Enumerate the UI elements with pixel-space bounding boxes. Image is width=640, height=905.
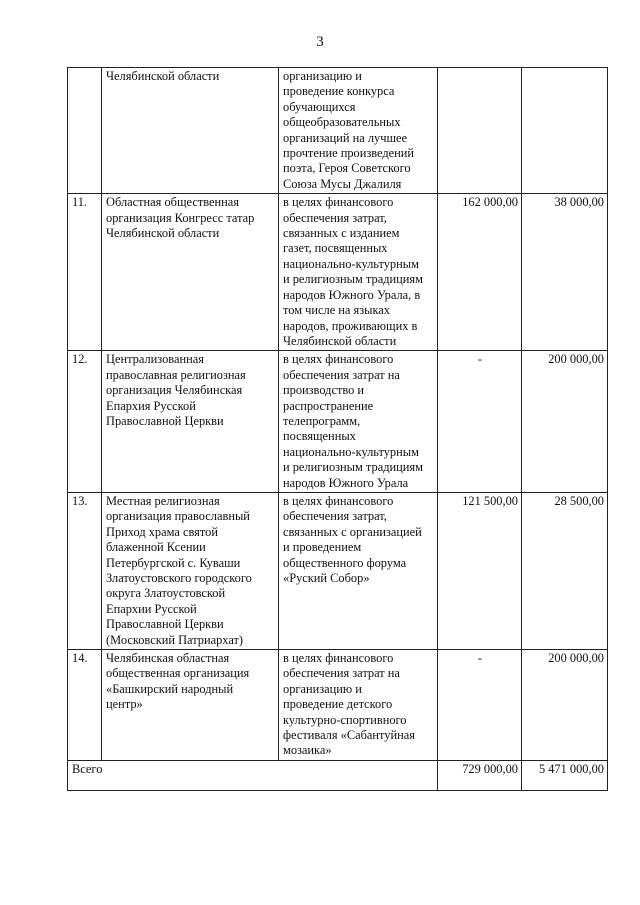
organization-name: Централизованная православная религиозная организация Челябинская Епархия Русской Православной Церкви: [102, 351, 279, 493]
organization-name: Местная религиозная организация православный Приход храма святой блаженной Ксении Петербургской с. Куваши Златоустовского городского округа Златоустовской Епархии Русской Православной Церкви (Московский Патриархат): [102, 492, 279, 649]
purpose-text: организацию и проведение конкурса обучающихся общеобразовательных организаций на лучшее прочтение произведений поэта, Героя Советского Союза Мусы Джалиля: [279, 68, 438, 194]
purpose-text: в целях финансового обеспечения затрат, связанных с организацией и проведением общественного форума «Руский Собор»: [279, 492, 438, 649]
total-label: Всего: [68, 760, 438, 790]
amount-first: 121 500,00: [438, 492, 522, 649]
amount-first: -: [438, 351, 522, 493]
row-number: 11.: [68, 194, 102, 351]
table-row: [68, 492, 608, 649]
subsidy-table: [67, 67, 608, 791]
row-number: 13.: [68, 492, 102, 649]
purpose-text: в целях финансового обеспечения затрат на организацию и проведение детского культурно-спортивного фестиваля «Сабантуйная мозаика»: [279, 650, 438, 761]
page-number: 3: [316, 34, 324, 50]
table-row: [68, 650, 608, 761]
organization-name: Областная общественная организация Конгресс татар Челябинской области: [102, 194, 279, 351]
row-number: 14.: [68, 650, 102, 761]
amount-second: 200 000,00: [522, 351, 608, 493]
organization-name: Челябинская областная общественная организация «Башкирский народный центр»: [102, 650, 279, 761]
amount-first: -: [438, 650, 522, 761]
purpose-text: в целях финансового обеспечения затрат на производство и распространение телепрограмм, посвященных национально-культурным и религиозным традициям народов Южного Урала: [279, 351, 438, 493]
amount-second: 38 000,00: [522, 194, 608, 351]
table-row: [68, 68, 608, 194]
total-amount-second: 5 471 000,00: [522, 760, 608, 790]
amount-first: 162 000,00: [438, 194, 522, 351]
purpose-text: в целях финансового обеспечения затрат, связанных с изданием газет, посвященных национально-культурным и религиозным традициям народов Южного Урала, в том числе на языках народов, проживающих в Челябинской области: [279, 194, 438, 351]
table-row: [68, 351, 608, 493]
amount-second: 200 000,00: [522, 650, 608, 761]
amount-first: [438, 68, 522, 194]
total-row: [68, 760, 608, 790]
amount-second: [522, 68, 608, 194]
row-number: [68, 68, 102, 194]
table-row: [68, 194, 608, 351]
organization-name: Челябинской области: [102, 68, 279, 194]
row-number: 12.: [68, 351, 102, 493]
amount-second: 28 500,00: [522, 492, 608, 649]
total-amount-first: 729 000,00: [438, 760, 522, 790]
